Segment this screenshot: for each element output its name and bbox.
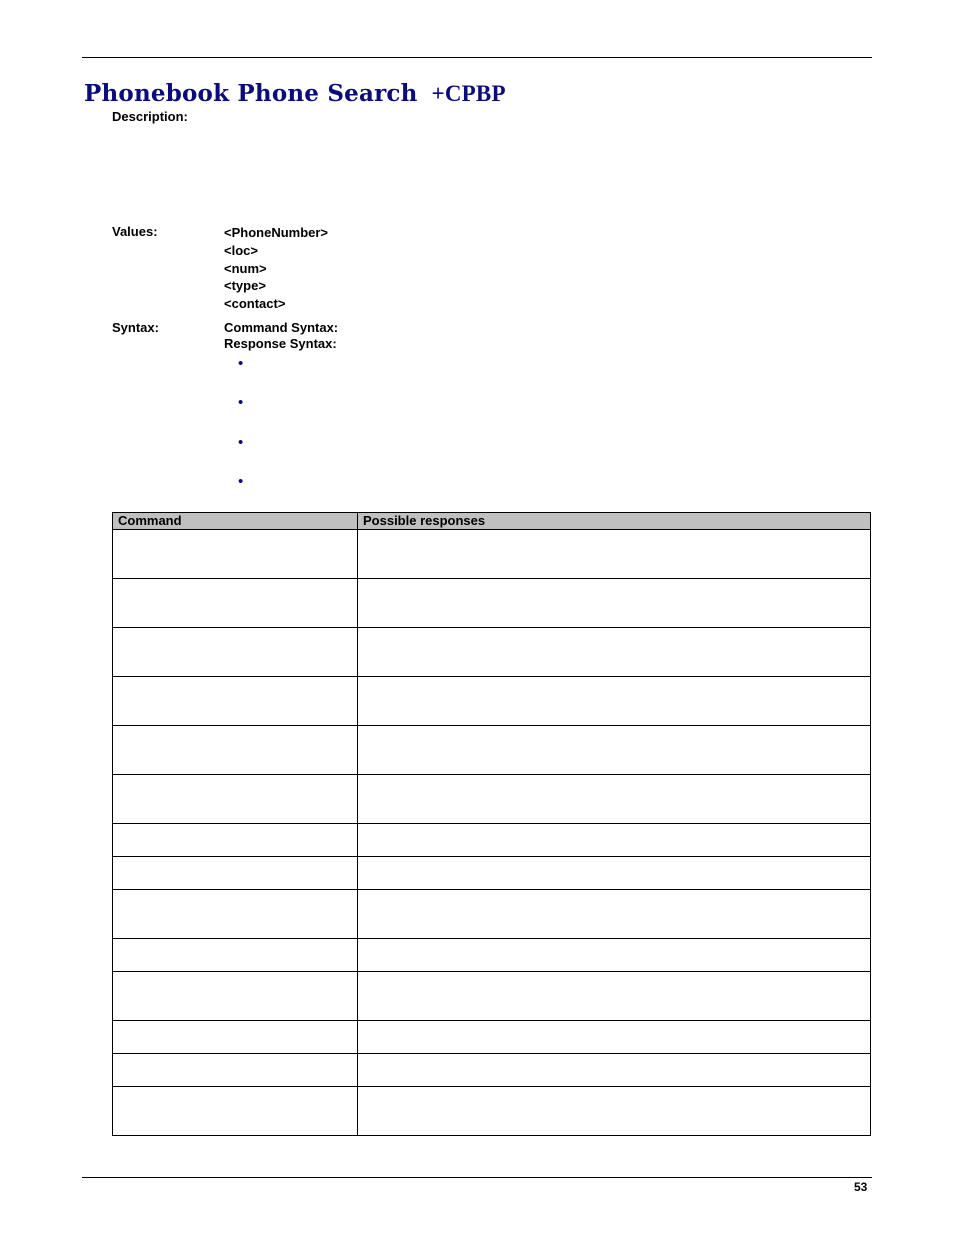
response-cell [358, 1054, 871, 1087]
table-row [113, 1087, 871, 1136]
values-label: Values: [112, 224, 158, 239]
command-syntax-label: Command Syntax: [224, 320, 339, 335]
command-cell [113, 726, 358, 775]
value-param-contact: <contact> [224, 296, 286, 312]
table-row [113, 677, 871, 726]
page-number: 53 [854, 1180, 868, 1194]
command-cell [113, 579, 358, 628]
bullet-icon: • [238, 433, 244, 451]
response-cell [358, 890, 871, 939]
command-cell [113, 775, 358, 824]
command-response-table [112, 512, 871, 1136]
description-label: Description: [112, 109, 188, 124]
table-row [113, 824, 871, 857]
command-cell [113, 628, 358, 677]
command-cell [113, 1021, 358, 1054]
table-row [113, 628, 871, 677]
title-command: +CPBP [431, 81, 506, 106]
values-list [224, 224, 328, 313]
response-cell [358, 1021, 871, 1054]
header-rule [82, 57, 872, 58]
response-syntax-label: Response Syntax: [224, 336, 337, 351]
column-header-command: Command [113, 513, 358, 530]
command-cell [113, 530, 358, 579]
table-row [113, 890, 871, 939]
table-header-row [113, 513, 871, 530]
value-param-loc: <loc> [224, 242, 258, 258]
column-header-responses: Possible responses [358, 513, 871, 530]
command-cell [113, 890, 358, 939]
page-title [84, 80, 506, 107]
value-param-type: <type> [224, 278, 266, 294]
value-param-num: <num> [224, 260, 267, 276]
response-cell [358, 530, 871, 579]
response-cell [358, 857, 871, 890]
command-cell [113, 857, 358, 890]
title-text: Phonebook Phone Search [84, 80, 418, 107]
bullet-icon: • [238, 394, 244, 412]
response-cell [358, 775, 871, 824]
command-cell [113, 1054, 358, 1087]
table-row [113, 775, 871, 824]
table-row [113, 1021, 871, 1054]
command-cell [113, 677, 358, 726]
table-row [113, 530, 871, 579]
table-row [113, 1054, 871, 1087]
bullet-icon: • [238, 355, 244, 372]
command-cell [113, 1087, 358, 1136]
response-cell [358, 1087, 871, 1136]
table-row [113, 939, 871, 972]
response-cell [358, 579, 871, 628]
response-cell [358, 972, 871, 1021]
command-cell [113, 824, 358, 857]
footer-rule [82, 1177, 872, 1178]
value-param-phonenumber: <PhoneNumber> [224, 225, 329, 240]
command-cell [113, 939, 358, 972]
table-row [113, 972, 871, 1021]
table-body [113, 530, 871, 1136]
response-cell [358, 939, 871, 972]
response-cell [358, 824, 871, 857]
command-cell [113, 972, 358, 1021]
table-row [113, 726, 871, 775]
syntax-label: Syntax: [112, 320, 159, 335]
response-cell [358, 726, 871, 775]
table-row [113, 579, 871, 628]
bullet-icon: • [238, 472, 244, 490]
response-cell [358, 628, 871, 677]
response-cell [358, 677, 871, 726]
table-row [113, 857, 871, 890]
